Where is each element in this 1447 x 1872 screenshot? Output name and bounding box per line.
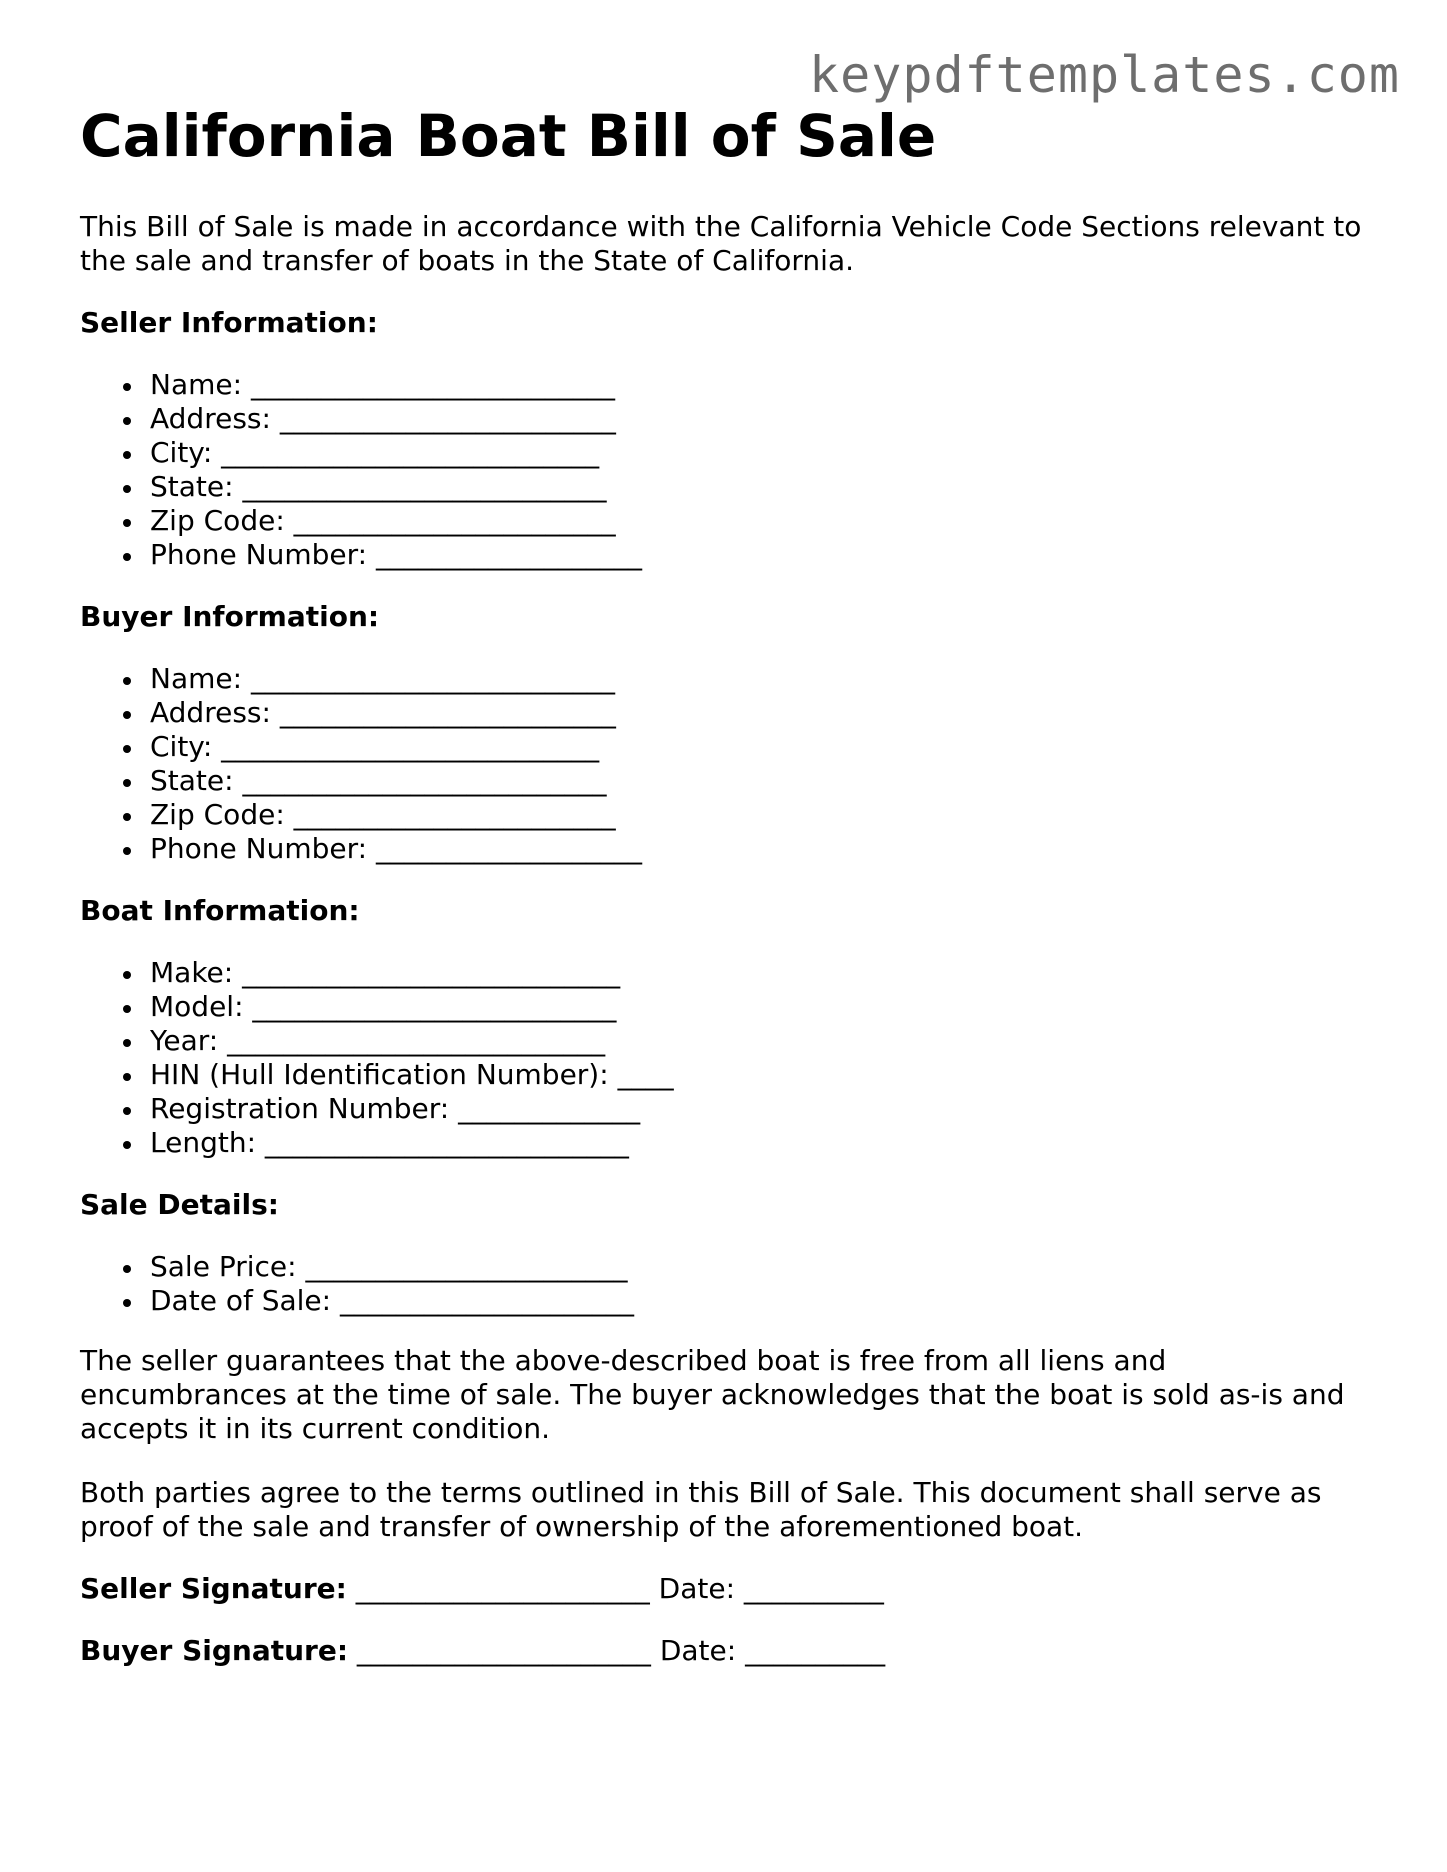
- buyer-signature-line[interactable]: [80, 1634, 1370, 1668]
- boat-year-field[interactable]: Year: ___________________________: [150, 1024, 1370, 1058]
- seller-zip-field[interactable]: Zip Code: _______________________: [150, 504, 1370, 538]
- agreement-paragraph: Both parties agree to the terms outlined in this Bill of Sale. This document shall serve as proof of the sale and transfer of ownership of the aforementioned boat.: [80, 1476, 1322, 1543]
- buyer-state-field[interactable]: State: __________________________: [150, 764, 1370, 798]
- buyer-zip-field[interactable]: Zip Code: _______________________: [150, 798, 1370, 832]
- boat-registration-field[interactable]: Registration Number: _____________: [150, 1092, 1370, 1126]
- boat-info-list: [80, 956, 1370, 1160]
- sale-details-heading: Sale Details:: [80, 1188, 279, 1221]
- boat-hin-field[interactable]: HIN (Hull Identification Number): ____: [150, 1058, 1370, 1092]
- seller-signature-line[interactable]: [80, 1572, 1370, 1606]
- seller-address-field[interactable]: Address: ________________________: [150, 402, 1370, 436]
- boat-info-heading: Boat Information:: [80, 894, 360, 927]
- boat-model-field[interactable]: Model: __________________________: [150, 990, 1370, 1024]
- buyer-signature-label: Buyer Signature:: [80, 1634, 349, 1667]
- boat-make-field[interactable]: Make: ___________________________: [150, 956, 1370, 990]
- buyer-info-heading: Buyer Information:: [80, 600, 380, 633]
- seller-state-field[interactable]: State: __________________________: [150, 470, 1370, 504]
- guarantee-paragraph: The seller guarantees that the above-described boat is free from all liens and encumbrances at the time of sale. The buyer acknowledges that the boat is sold as-is and accepts it in its current condition.: [80, 1344, 1345, 1445]
- buyer-signature-blank[interactable]: _____________________ Date: __________: [348, 1634, 886, 1667]
- sale-details-list: [80, 1250, 1370, 1318]
- buyer-name-field[interactable]: Name: __________________________: [150, 662, 1370, 696]
- seller-name-field[interactable]: Name: __________________________: [150, 368, 1370, 402]
- seller-info-list: [80, 368, 1370, 572]
- seller-info-heading: Seller Information:: [80, 306, 378, 339]
- seller-signature-label: Seller Signature:: [80, 1572, 347, 1605]
- seller-phone-field[interactable]: Phone Number: ___________________: [150, 538, 1370, 572]
- buyer-phone-field[interactable]: Phone Number: ___________________: [150, 832, 1370, 866]
- buyer-info-list: [80, 662, 1370, 866]
- document-page: [80, 96, 1370, 1668]
- document-title: California Boat Bill of Sale: [80, 102, 937, 170]
- sale-date-field[interactable]: Date of Sale: _____________________: [150, 1284, 1370, 1318]
- sale-price-field[interactable]: Sale Price: _______________________: [150, 1250, 1370, 1284]
- intro-paragraph: This Bill of Sale is made in accordance with the California Vehicle Code Sections relevant to the sale and transfer of boats in the State of California.: [80, 210, 1362, 277]
- seller-city-field[interactable]: City: ___________________________: [150, 436, 1370, 470]
- seller-signature-blank[interactable]: _____________________ Date: __________: [346, 1572, 884, 1605]
- boat-length-field[interactable]: Length: __________________________: [150, 1126, 1370, 1160]
- watermark: keypdftemplates.com: [809, 46, 1400, 104]
- buyer-address-field[interactable]: Address: ________________________: [150, 696, 1370, 730]
- buyer-city-field[interactable]: City: ___________________________: [150, 730, 1370, 764]
